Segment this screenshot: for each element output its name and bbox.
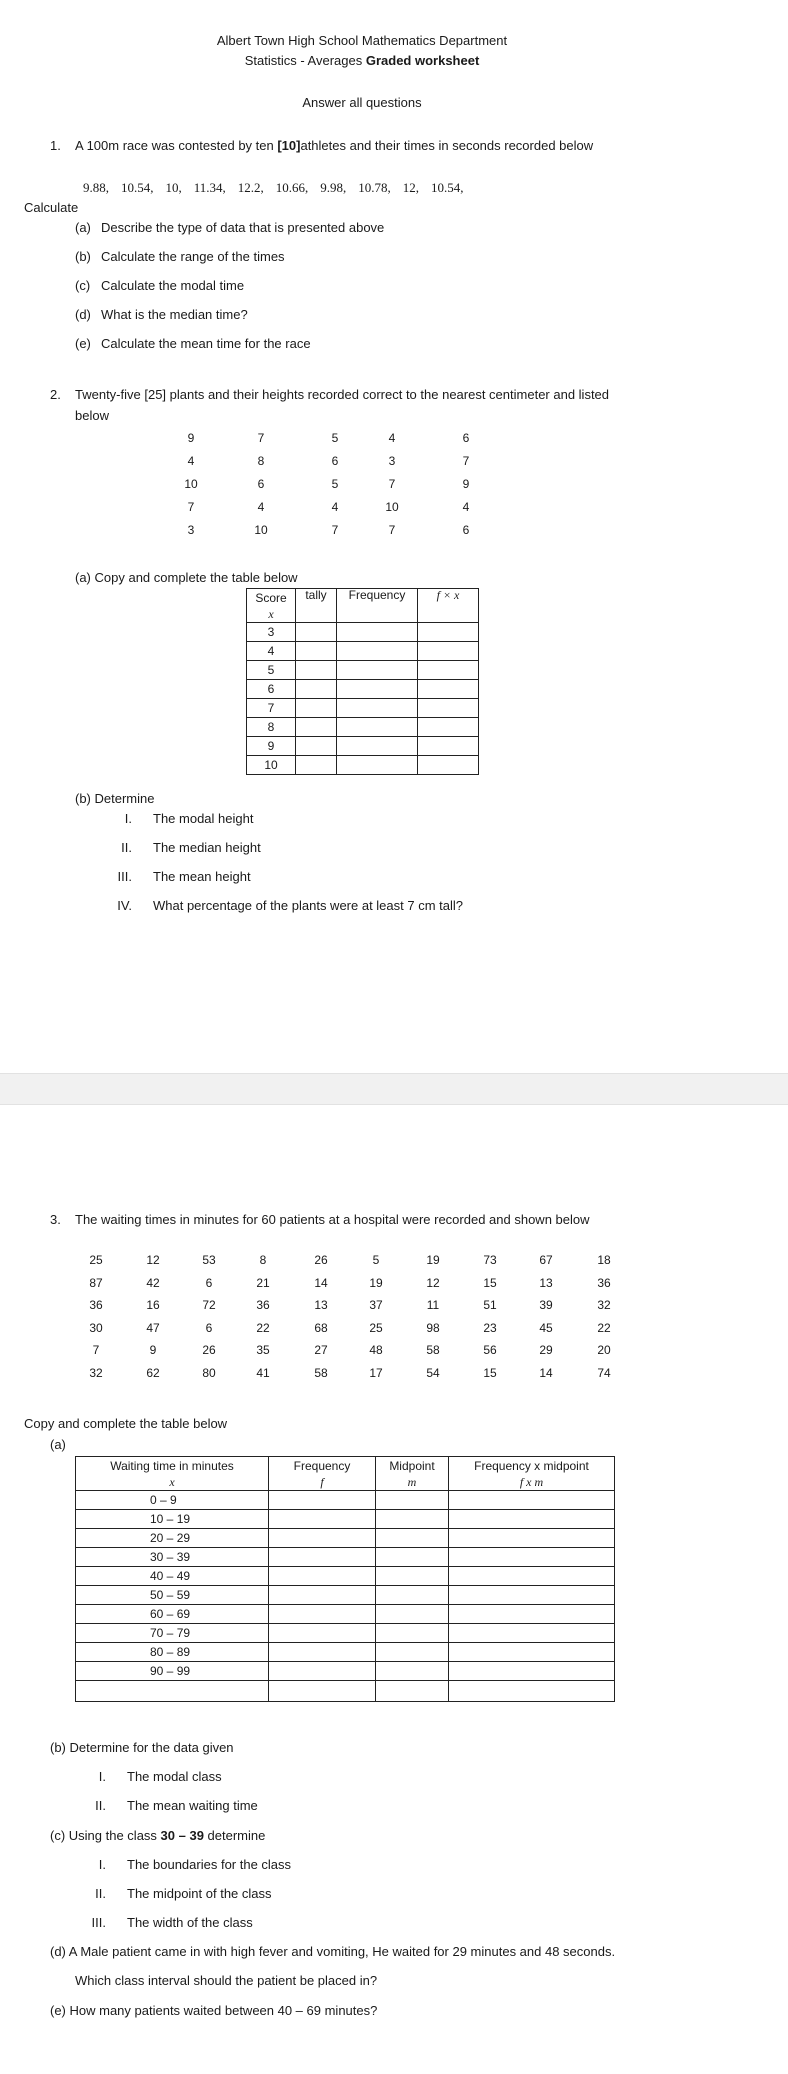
q3-data-cell: 15 — [483, 1365, 497, 1380]
q3-data-cell: 41 — [256, 1365, 270, 1380]
q3-part-e: (e) How many patients waited between 40 – 69 minutes? — [50, 2003, 378, 2018]
q2-b-text: The mean height — [153, 869, 251, 884]
q2-data-cell: 4 — [257, 500, 265, 514]
q3-data-cell: 74 — [597, 1365, 611, 1380]
q3-data-cell: 54 — [426, 1365, 440, 1380]
worksheet-subtitle — [0, 53, 724, 69]
fxm-cell — [449, 1662, 615, 1681]
q3-data-cell: 53 — [202, 1253, 216, 1267]
q3-data-cell: 23 — [483, 1320, 497, 1335]
q2-data-cell: 3 — [388, 454, 396, 468]
tally-cell — [296, 718, 337, 737]
class-interval-cell: 20 – 29 — [76, 1529, 269, 1548]
fx-cell — [418, 718, 479, 737]
q1-text-bold: [10] — [277, 138, 301, 153]
sub-f: f — [269, 1475, 376, 1491]
fxm-cell — [449, 1586, 615, 1605]
q3-data-cell: 20 — [597, 1343, 611, 1357]
frequency-cell — [269, 1605, 376, 1624]
q3-data-cell: 11 — [426, 1298, 440, 1312]
score-cell: 4 — [247, 642, 296, 661]
q1-time-value: 10, — [165, 180, 182, 195]
q3-data-cell: 29 — [539, 1343, 553, 1357]
q2-data-cell: 8 — [257, 454, 265, 468]
frequency-cell — [269, 1662, 376, 1681]
score-cell: 10 — [247, 756, 296, 775]
frequency-cell — [337, 661, 418, 680]
q3-part-c — [50, 1828, 265, 1844]
q2-data-cell: 4 — [462, 500, 470, 514]
q2-text-line1: Twenty-five [25] plants and their heights recorded correct to the nearest centimeter and listed — [75, 387, 610, 402]
q3-data-cell: 72 — [202, 1298, 216, 1312]
fxm-cell — [449, 1510, 615, 1529]
table-row — [247, 642, 479, 661]
frequency-cell — [269, 1567, 376, 1586]
frequency-cell — [337, 623, 418, 642]
q1-part-text: Calculate the modal time — [101, 278, 245, 293]
col-fx — [418, 589, 479, 623]
table-header-row — [76, 1457, 615, 1476]
q3-data-cell: 58 — [426, 1343, 440, 1357]
q3-c-label: III. — [91, 1915, 106, 1930]
q3-data-cell: 58 — [314, 1365, 328, 1380]
frequency-cell — [269, 1510, 376, 1529]
q3-data-cell: 67 — [539, 1253, 553, 1267]
midpoint-cell — [376, 1548, 449, 1567]
department-title: Albert Town High School Mathematics Department — [216, 33, 508, 48]
table-row — [247, 623, 479, 642]
q2-data-cell: 4 — [331, 500, 339, 514]
q2-data-cell: 6 — [462, 431, 470, 445]
q2-data-cell: 7 — [462, 454, 470, 468]
frequency-cell — [337, 680, 418, 699]
q2-b-label: I. — [124, 811, 132, 826]
frequency-cell — [269, 1586, 376, 1605]
q3-data-cell: 30 — [89, 1320, 103, 1335]
q3-data-cell: 56 — [483, 1343, 497, 1357]
class-interval-cell: 80 – 89 — [76, 1643, 269, 1662]
frequency-cell — [337, 737, 418, 756]
q3-data-cell: 18 — [597, 1253, 611, 1267]
q2-part-b: (b) Determine — [75, 791, 155, 806]
class-interval-cell: 0 – 9 — [76, 1491, 269, 1510]
q3-data-cell: 15 — [483, 1275, 497, 1290]
q3-c-label: II. — [95, 1886, 106, 1901]
frequency-cell — [337, 642, 418, 661]
midpoint-cell — [376, 1529, 449, 1548]
q3-data-cell: 12 — [426, 1275, 440, 1290]
fxm-cell — [449, 1529, 615, 1548]
midpoint-cell — [376, 1662, 449, 1681]
col-frequency-label: Frequency — [348, 587, 406, 602]
q3-part-d-line1: (d) A Male patient came in with high fever and vomiting, He waited for 29 minutes and 48 seconds. — [50, 1944, 616, 1959]
table-header-row — [247, 589, 479, 608]
q3-data-cell: 14 — [314, 1275, 328, 1290]
q3-data-cell: 98 — [426, 1320, 440, 1335]
fxm-cell — [449, 1605, 615, 1624]
q2-data-cell: 6 — [331, 454, 339, 468]
q2-data-cell: 7 — [257, 431, 265, 445]
frequency-cell — [337, 718, 418, 737]
q3-data-cell: 19 — [426, 1253, 440, 1267]
q3-b-label: I. — [98, 1769, 106, 1784]
class-interval-cell: 30 – 39 — [76, 1548, 269, 1567]
q3-part-a-label: (a) — [50, 1437, 66, 1452]
fxm-cell — [449, 1548, 615, 1567]
subtitle-bold: Graded worksheet — [365, 53, 480, 68]
q2-data-cell: 3 — [187, 523, 195, 537]
q2-data-cell: 7 — [331, 523, 339, 537]
table-row — [76, 1548, 615, 1567]
q3-data-cell: 14 — [539, 1365, 553, 1380]
q2-b-text: What percentage of the plants were at least 7 cm tall? — [153, 898, 464, 913]
q3-copy-text: Copy and complete the table below — [24, 1416, 228, 1431]
frequency-cell — [337, 699, 418, 718]
q2-b-label: IV. — [117, 898, 132, 913]
midpoint-cell — [376, 1510, 449, 1529]
blank-cell — [76, 1681, 269, 1702]
q3-data-cell: 35 — [256, 1343, 270, 1357]
q1-time-value: 12, — [402, 180, 420, 195]
fx-cell — [418, 680, 479, 699]
fx-cell — [418, 661, 479, 680]
q3-part-c-bold: 30 – 39 — [160, 1828, 204, 1843]
col-frequency — [337, 589, 418, 623]
q3-data-cell: 37 — [369, 1298, 383, 1312]
class-interval-cell: 10 – 19 — [76, 1510, 269, 1529]
midpoint-cell — [376, 1624, 449, 1643]
q3-number: 3. — [50, 1212, 61, 1227]
tally-cell — [296, 680, 337, 699]
q3-data-cell: 47 — [146, 1320, 160, 1335]
instruction: Answer all questions — [302, 95, 422, 110]
sub-x: x — [76, 1475, 269, 1491]
q1-time-value: 9.88, — [83, 180, 109, 195]
q1-part-text: Calculate the mean time for the race — [101, 336, 311, 351]
table-row — [76, 1510, 615, 1529]
tally-cell — [296, 756, 337, 775]
q3-c-text: The midpoint of the class — [127, 1886, 272, 1901]
q2-data-cell: 9 — [187, 431, 195, 445]
q1-part-text: Describe the type of data that is presented above — [101, 220, 385, 235]
q1-part-text: What is the median time? — [101, 307, 248, 322]
table-row — [247, 680, 479, 699]
table-row-blank — [76, 1681, 615, 1702]
q3-data-cell: 21 — [256, 1275, 270, 1290]
q3-b-text: The modal class — [127, 1769, 222, 1784]
fxm-cell — [449, 1567, 615, 1586]
class-interval-cell: 40 – 49 — [76, 1567, 269, 1586]
q2-frequency-table — [246, 588, 479, 775]
col-frequency: Frequency — [269, 1457, 376, 1476]
table-row — [247, 718, 479, 737]
q3-data-cell: 26 — [202, 1343, 216, 1357]
blank-cell — [376, 1681, 449, 1702]
q2-data-cell: 4 — [187, 454, 195, 468]
score-cell: 5 — [247, 661, 296, 680]
q1-time-value: 11.34, — [193, 180, 226, 195]
q1-part-label: (e) — [75, 336, 91, 351]
subtitle-prefix: Statistics - Averages — [244, 53, 366, 68]
q1-part-label: (a) — [75, 220, 91, 235]
q3-data-cell: 39 — [539, 1298, 553, 1312]
class-interval-cell: 90 – 99 — [76, 1662, 269, 1681]
table-row — [247, 699, 479, 718]
q3-data-cell: 68 — [314, 1320, 328, 1335]
q3-part-c-prefix: (c) Using the class — [50, 1828, 161, 1843]
col-x: x — [247, 607, 296, 623]
q2-data-cell: 7 — [388, 477, 396, 491]
q1-text-a: A 100m race was contested by ten — [75, 138, 278, 153]
frequency-cell — [269, 1529, 376, 1548]
q3-data-cell: 32 — [89, 1365, 103, 1380]
q3-data-cell: 16 — [146, 1298, 160, 1312]
q3-c-text: The boundaries for the class — [127, 1857, 292, 1872]
class-interval-cell: 50 – 59 — [76, 1586, 269, 1605]
tally-cell — [296, 699, 337, 718]
q2-part-a: (a) Copy and complete the table below — [75, 570, 298, 585]
q3-data-cell: 80 — [202, 1365, 216, 1380]
q2-b-text: The modal height — [153, 811, 254, 826]
q1-calculate: Calculate — [24, 200, 79, 215]
table-row — [76, 1586, 615, 1605]
q3-data-cell: 5 — [372, 1253, 380, 1267]
q3-b-label: II. — [95, 1798, 106, 1813]
q3-data-cell: 36 — [597, 1275, 611, 1290]
q2-data-cell: 4 — [388, 431, 396, 445]
q3-data-cell: 12 — [146, 1253, 160, 1267]
frequency-cell — [269, 1624, 376, 1643]
tally-cell — [296, 623, 337, 642]
q2-data-cell: 10 — [385, 500, 399, 514]
q3-data-cell: 73 — [483, 1253, 497, 1267]
q3-data-cell: 17 — [369, 1365, 383, 1380]
fxm-cell — [449, 1491, 615, 1510]
table-row — [247, 737, 479, 756]
q1-time-value: 9.98, — [320, 180, 347, 195]
fx-cell — [418, 623, 479, 642]
frequency-cell — [269, 1491, 376, 1510]
table-subheader-row — [76, 1475, 615, 1491]
blank-cell — [269, 1681, 376, 1702]
frequency-cell — [337, 756, 418, 775]
q3-c-label: I. — [98, 1857, 106, 1872]
q3-text: The waiting times in minutes for 60 patients at a hospital were recorded and shown below — [75, 1212, 590, 1227]
q2-data-cell: 7 — [187, 500, 195, 514]
blank-cell — [449, 1681, 615, 1702]
table-row — [76, 1529, 615, 1548]
midpoint-cell — [376, 1491, 449, 1510]
midpoint-cell — [376, 1567, 449, 1586]
q1-time-value: 10.54, — [121, 180, 154, 195]
q3-b-text: The mean waiting time — [127, 1798, 258, 1813]
frequency-cell — [269, 1548, 376, 1567]
q1-times — [83, 180, 476, 196]
q1-number: 1. — [50, 138, 61, 153]
table-row — [247, 756, 479, 775]
q3-c-text: The width of the class — [127, 1915, 253, 1930]
col-tally — [296, 589, 337, 623]
q3-part-c-suffix: determine — [203, 1828, 266, 1843]
fxm-cell — [449, 1624, 615, 1643]
fx-cell — [418, 756, 479, 775]
midpoint-cell — [376, 1605, 449, 1624]
q3-data-cell: 42 — [146, 1275, 160, 1290]
q1-text — [75, 138, 593, 154]
q3-data-cell: 6 — [205, 1275, 213, 1290]
tally-cell — [296, 737, 337, 756]
q3-data-cell: 26 — [314, 1253, 328, 1267]
table-row — [76, 1567, 615, 1586]
q3-data-cell: 13 — [539, 1275, 553, 1290]
table-row — [76, 1643, 615, 1662]
q1-time-value: 12.2, — [237, 180, 264, 195]
fx-cell — [418, 699, 479, 718]
table-row — [247, 661, 479, 680]
col-tally-label: tally — [305, 587, 327, 602]
q3-data-cell: 13 — [314, 1298, 328, 1312]
table-row — [76, 1624, 615, 1643]
q3-data-cell: 25 — [369, 1320, 383, 1335]
q1-part-label: (b) — [75, 249, 91, 264]
score-cell: 3 — [247, 623, 296, 642]
q1-part-text: Calculate the range of the times — [101, 249, 285, 264]
q2-b-label: II. — [121, 840, 132, 855]
q1-text-b: athletes and their times in seconds recorded below — [300, 138, 594, 153]
q3-data-cell: 62 — [146, 1365, 160, 1380]
table-row — [76, 1605, 615, 1624]
q2-b-text: The median height — [153, 840, 261, 855]
q3-data-cell: 9 — [149, 1343, 157, 1357]
q2-number: 2. — [50, 387, 61, 402]
q2-data-cell: 10 — [254, 523, 268, 537]
q2-data-cell: 10 — [184, 477, 198, 491]
q2-data-cell: 7 — [388, 523, 396, 537]
score-cell: 9 — [247, 737, 296, 756]
q1-time-value: 10.66, — [275, 180, 309, 195]
q3-data-cell: 27 — [314, 1343, 328, 1357]
col-fx-midpoint: Frequency x midpoint — [449, 1457, 615, 1476]
q3-data-cell: 51 — [483, 1298, 497, 1312]
sub-m: m — [376, 1475, 449, 1491]
col-fx-label: f × x — [436, 587, 460, 602]
q2-text-line2: below — [75, 408, 109, 423]
q3-data-cell: 32 — [597, 1298, 611, 1312]
q3-data-cell: 7 — [92, 1343, 100, 1357]
q1-part-label: (c) — [75, 278, 91, 293]
midpoint-cell — [376, 1586, 449, 1605]
frequency-cell — [269, 1643, 376, 1662]
q1-time-value: 10.54, — [431, 180, 464, 195]
q3-data-cell: 19 — [369, 1275, 383, 1290]
class-interval-cell: 70 – 79 — [76, 1624, 269, 1643]
page-break — [0, 1073, 788, 1105]
q1-part-label: (d) — [75, 307, 91, 322]
table-row — [76, 1662, 615, 1681]
q3-data-cell: 45 — [539, 1320, 553, 1335]
col-score: Score — [247, 589, 296, 608]
class-interval-cell: 60 – 69 — [76, 1605, 269, 1624]
q3-data-cell: 22 — [597, 1320, 611, 1335]
q3-data-cell: 36 — [256, 1298, 270, 1312]
score-cell: 8 — [247, 718, 296, 737]
q2-data-cell: 5 — [331, 431, 339, 445]
q3-data-cell: 48 — [369, 1343, 383, 1357]
score-cell: 6 — [247, 680, 296, 699]
tally-cell — [296, 661, 337, 680]
q3-frequency-table — [75, 1456, 615, 1702]
score-cell: 7 — [247, 699, 296, 718]
tally-cell — [296, 642, 337, 661]
fx-cell — [418, 642, 479, 661]
q3-data-cell: 8 — [259, 1253, 267, 1267]
q2-data-cell: 6 — [257, 477, 265, 491]
midpoint-cell — [376, 1643, 449, 1662]
q3-data-cell: 36 — [89, 1298, 103, 1312]
fx-cell — [418, 737, 479, 756]
q3-part-d-line2: Which class interval should the patient be placed in? — [75, 1973, 378, 1988]
q3-part-b: (b) Determine for the data given — [50, 1740, 234, 1755]
q3-data-cell: 22 — [256, 1320, 270, 1335]
sub-fxm: f x m — [449, 1475, 615, 1491]
q3-data-cell: 25 — [89, 1253, 103, 1267]
q2-data-cell: 9 — [462, 477, 470, 491]
q3-data-cell: 87 — [89, 1275, 103, 1290]
q2-b-label: III. — [117, 869, 132, 884]
col-waiting-time: Waiting time in minutes — [76, 1457, 269, 1476]
fxm-cell — [449, 1643, 615, 1662]
table-row — [76, 1491, 615, 1510]
q1-time-value: 10.78, — [358, 180, 391, 195]
q2-data-cell: 5 — [331, 477, 339, 491]
col-midpoint: Midpoint — [376, 1457, 449, 1476]
q2-data-cell: 6 — [462, 523, 470, 537]
q3-data-cell: 6 — [205, 1320, 213, 1335]
